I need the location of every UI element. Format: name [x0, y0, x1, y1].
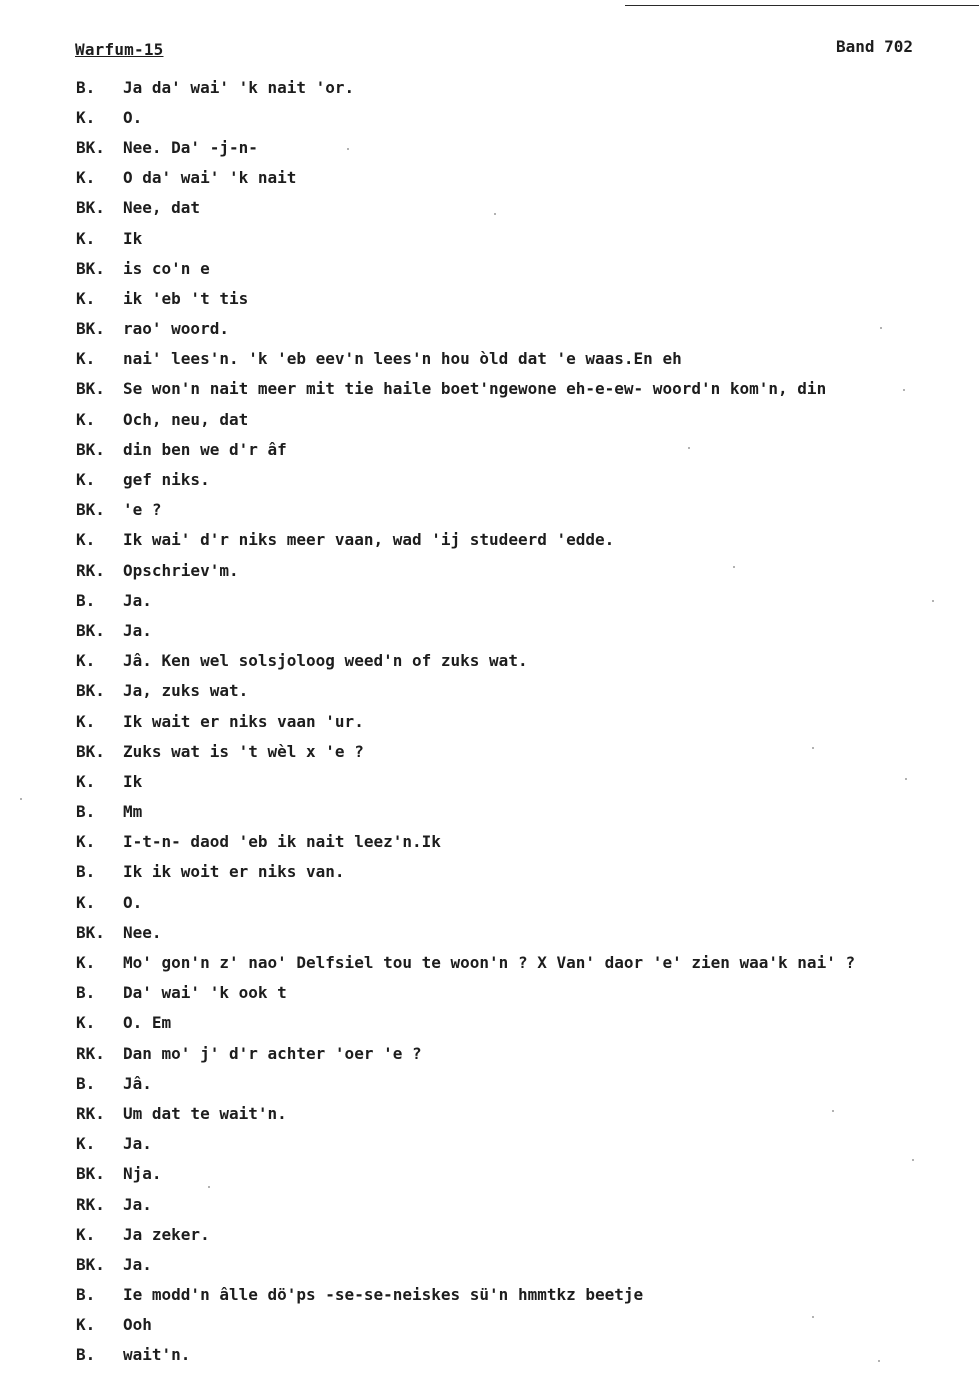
transcript-line	[76, 404, 956, 434]
speech-text: Se won'n nait meer mit tie haile boet'ngewone eh-e-ew- woord'n kom'n, din	[123, 379, 827, 399]
transcript-line	[76, 253, 956, 283]
speaker-label: BK.	[76, 741, 105, 761]
transcript-line	[76, 706, 956, 736]
speaker-label: K.	[76, 228, 96, 248]
speaker-label: K.	[76, 349, 96, 369]
speaker-label: BK.	[76, 922, 105, 942]
speech-text: gef niks.	[123, 470, 210, 490]
speaker-label: B.	[76, 1073, 96, 1093]
speaker-label: K.	[76, 107, 96, 127]
speech-text: Mm	[123, 802, 143, 822]
transcript-line	[76, 374, 956, 404]
speech-text: I-t-n- daod 'eb ik nait leez'n.Ik	[123, 832, 441, 852]
scan-speck	[347, 148, 349, 150]
transcript-line	[76, 1038, 956, 1068]
speaker-label: RK.	[76, 1194, 105, 1214]
transcript-line	[76, 314, 956, 344]
transcript-line	[76, 917, 956, 947]
scan-speck	[880, 327, 882, 329]
transcript-line	[76, 797, 956, 827]
band-number: Band 702	[836, 37, 914, 56]
speech-text: Ik	[123, 228, 143, 248]
scan-speck	[905, 778, 907, 780]
speech-text: nai' lees'n. 'k 'eb eev'n lees'n hou òld dat 'e waas.En eh	[123, 349, 682, 369]
transcript-line	[76, 766, 956, 796]
transcript-line	[76, 1008, 956, 1038]
speech-text: Ik wai' d'r niks meer vaan, wad 'ij studeerd 'edde.	[123, 530, 615, 550]
speech-text: ik 'eb 't tis	[123, 288, 249, 308]
scan-speck	[878, 1360, 880, 1362]
speech-text: Ja.	[123, 620, 152, 640]
speaker-label: BK.	[76, 439, 105, 459]
speech-text: Ie modd'n âlle dö'ps -se-se-neiskes sü'n hmmtkz beetje	[123, 1285, 644, 1305]
transcript-line	[76, 857, 956, 887]
transcript-line	[76, 1098, 956, 1128]
speaker-label: BK.	[76, 1164, 105, 1184]
speech-text: Ja, zuks wat.	[123, 681, 249, 701]
speaker-label: BK.	[76, 198, 105, 218]
transcript-line	[76, 193, 956, 223]
speech-text: Um dat te wait'n.	[123, 1103, 287, 1123]
scan-speck	[812, 747, 814, 749]
speech-text: Jâ. Ken wel solsjoloog weed'n of zuks wat.	[123, 651, 528, 671]
speaker-label: BK.	[76, 1254, 105, 1274]
speech-text: rao' woord.	[123, 319, 229, 339]
speaker-label: B.	[76, 983, 96, 1003]
speaker-label: BK.	[76, 379, 105, 399]
transcript-line	[76, 132, 956, 162]
scan-speck	[494, 213, 496, 215]
speaker-label: BK.	[76, 681, 105, 701]
transcript-line	[76, 736, 956, 766]
speech-text: Nee, dat	[123, 198, 201, 218]
scan-speck	[208, 1186, 210, 1188]
speech-text: O.	[123, 107, 143, 127]
speaker-label: BK.	[76, 620, 105, 640]
transcript-line	[76, 72, 956, 102]
speech-text: wait'n.	[123, 1345, 191, 1365]
speech-text: Ja.	[123, 1194, 152, 1214]
speaker-label: K.	[76, 892, 96, 912]
speech-text: Mo' gon'n z' nao' Delfsiel tou te woon'n ? X Van' daor 'e' zien waa'k nai' ?	[123, 953, 856, 973]
speech-text: Ja.	[123, 1134, 152, 1154]
transcript-line	[76, 1280, 956, 1310]
speaker-label: K.	[76, 711, 96, 731]
transcript-line	[76, 978, 956, 1008]
speaker-label: K.	[76, 651, 96, 671]
transcript-line	[76, 464, 956, 494]
transcript-line	[76, 1310, 956, 1340]
speech-text: Ik ik woit er niks van.	[123, 862, 345, 882]
speaker-label: BK.	[76, 137, 105, 157]
scan-speck	[903, 389, 905, 391]
speaker-label: B.	[76, 802, 96, 822]
speech-text: Ja.	[123, 1254, 152, 1274]
transcript-line	[76, 827, 956, 857]
transcript-line	[76, 1129, 956, 1159]
transcript-line	[76, 163, 956, 193]
speech-text: Nja.	[123, 1164, 162, 1184]
speaker-label: B.	[76, 1345, 96, 1365]
speaker-label: K.	[76, 470, 96, 490]
speech-text: Ja.	[123, 590, 152, 610]
speech-text: O. Em	[123, 1013, 172, 1033]
speaker-label: K.	[76, 832, 96, 852]
transcript-line	[76, 102, 956, 132]
speaker-label: K.	[76, 1134, 96, 1154]
speech-text: Nee.	[123, 922, 162, 942]
speaker-label: K.	[76, 409, 96, 429]
speech-text: Ja da' wai' 'k nait 'or.	[123, 77, 355, 97]
transcript-line	[76, 495, 956, 525]
speech-text: Da' wai' 'k ook t	[123, 983, 287, 1003]
speaker-label: K.	[76, 530, 96, 550]
speech-text: 'e ?	[123, 500, 162, 520]
transcript-line	[76, 615, 956, 645]
scan-speck	[912, 1159, 914, 1161]
speech-text: Och, neu, dat	[123, 409, 249, 429]
speaker-label: BK.	[76, 319, 105, 339]
speech-text: O.	[123, 892, 143, 912]
transcript-line	[76, 344, 956, 374]
transcript-line	[76, 887, 956, 917]
speaker-label: B.	[76, 1285, 96, 1305]
speech-text: O da' wai' 'k nait	[123, 168, 297, 188]
speaker-label: RK.	[76, 560, 105, 580]
speaker-label: BK.	[76, 258, 105, 278]
speaker-label: BK.	[76, 500, 105, 520]
transcript-line	[76, 676, 956, 706]
transcript-line	[76, 525, 956, 555]
speaker-label: RK.	[76, 1043, 105, 1063]
scan-speck	[812, 1316, 814, 1318]
transcript-line	[76, 947, 956, 977]
transcript	[76, 72, 956, 1370]
transcript-line	[76, 1249, 956, 1279]
speech-text: is co'n e	[123, 258, 210, 278]
speaker-label: K.	[76, 953, 96, 973]
transcript-line	[76, 283, 956, 313]
speaker-label: RK.	[76, 1103, 105, 1123]
speaker-label: K.	[76, 288, 96, 308]
transcript-line	[76, 1219, 956, 1249]
transcript-line	[76, 1189, 956, 1219]
transcript-line	[76, 434, 956, 464]
scan-speck	[932, 600, 934, 602]
scan-speck	[688, 447, 690, 449]
speech-text: Dan mo' j' d'r achter 'oer 'e ?	[123, 1043, 422, 1063]
transcript-line	[76, 555, 956, 585]
transcript-line	[76, 223, 956, 253]
transcript-line	[76, 1068, 956, 1098]
scan-speck	[832, 1110, 834, 1112]
speaker-label: K.	[76, 1013, 96, 1033]
speech-text: Ja zeker.	[123, 1224, 210, 1244]
transcript-line	[76, 646, 956, 676]
speech-text: Ik wait er niks vaan 'ur.	[123, 711, 364, 731]
speech-text: din ben we d'r âf	[123, 439, 287, 459]
scan-speck	[733, 566, 735, 568]
speech-text: Jâ.	[123, 1073, 152, 1093]
speaker-label: K.	[76, 1224, 96, 1244]
speech-text: Ooh	[123, 1315, 152, 1335]
speech-text: Zuks wat is 't wèl x 'e ?	[123, 741, 364, 761]
speech-text: Nee. Da' -j-n-	[123, 137, 258, 157]
speech-text: Ik	[123, 771, 143, 791]
speaker-label: K.	[76, 168, 96, 188]
speaker-label: B.	[76, 77, 96, 97]
speaker-label: K.	[76, 771, 96, 791]
document-title: Warfum-15	[75, 40, 164, 59]
transcript-line	[76, 1340, 956, 1370]
speaker-label: K.	[76, 1315, 96, 1335]
top-rule	[625, 5, 979, 6]
transcript-line	[76, 585, 956, 615]
speaker-label: B.	[76, 590, 96, 610]
scan-speck	[20, 798, 22, 800]
transcript-line	[76, 1159, 956, 1189]
speaker-label: B.	[76, 862, 96, 882]
speech-text: Opschriev'm.	[123, 560, 239, 580]
